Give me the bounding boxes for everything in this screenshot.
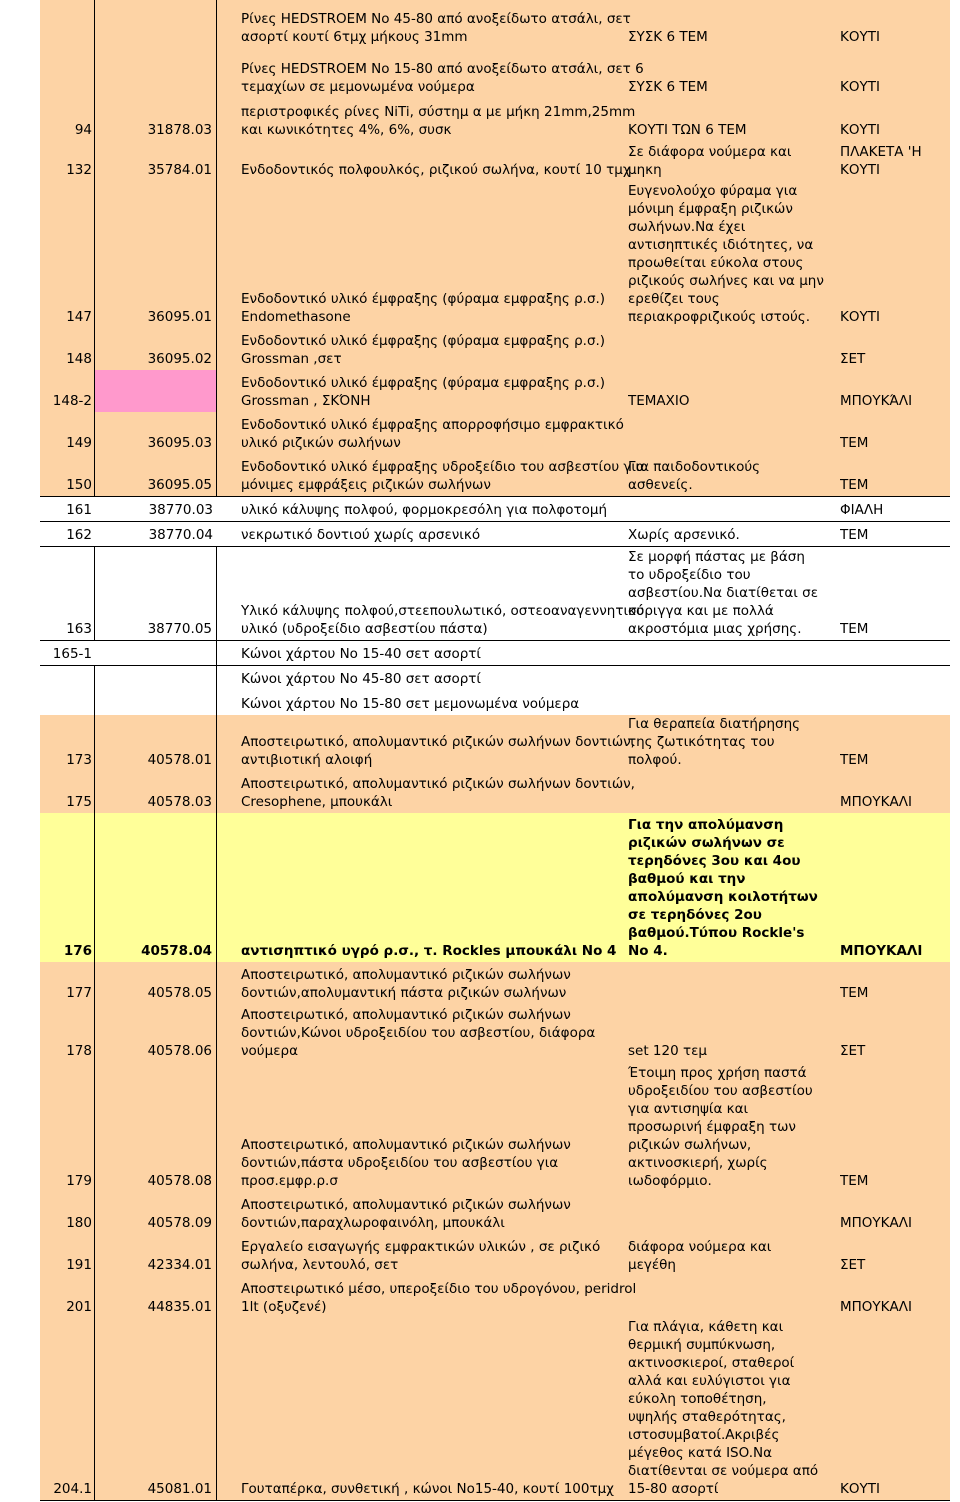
item-number: 178	[66, 1043, 92, 1059]
item-number: 180	[66, 1215, 92, 1231]
item-note-cell	[628, 496, 838, 521]
table-row	[40, 813, 950, 962]
item-number: 132	[66, 162, 92, 178]
item-description-cell	[217, 1192, 667, 1234]
item-note-cell	[628, 412, 838, 454]
item-description: Αποστειρωτικό, απολυμαντικό ριζικών σωλήνων δοντιών, Cresophene, μπουκάλι	[241, 776, 635, 810]
item-code-cell	[95, 665, 217, 690]
item-code: 38770.05	[147, 621, 212, 637]
item-unit: ΚΟΥΤΙ	[840, 29, 880, 45]
item-code-cell	[95, 328, 217, 370]
item-unit: ΤΕΜ	[840, 527, 869, 543]
item-description-cell	[217, 48, 667, 98]
item-unit-cell	[840, 1276, 950, 1318]
item-unit-cell	[840, 640, 950, 665]
item-code-cell	[95, 48, 217, 98]
item-note-cell	[628, 141, 838, 181]
item-unit-cell	[840, 1234, 950, 1276]
item-code-cell	[95, 1004, 217, 1062]
item-unit: ΦΙΑΛΗ	[840, 502, 884, 518]
item-description-cell	[217, 0, 667, 48]
item-unit: ΣΕΤ	[840, 1257, 866, 1273]
item-note-cell	[628, 48, 838, 98]
item-description: Αποστειρωτικό μέσο, υπεροξείδιο του υδρογόνου, peridrol 1lt (οξυζενέ)	[241, 1281, 637, 1315]
row-divider	[40, 521, 950, 522]
item-description: Ενδοδοντικό υλικό έμφραξης απορροφήσιμο εμφρακτικό υλικό ριζικών σωλήνων	[241, 417, 624, 451]
item-unit-cell	[840, 1192, 950, 1234]
item-unit-cell	[840, 715, 950, 771]
item-unit: ΤΕΜ	[840, 621, 869, 637]
item-note: Έτοιμη προς χρήση παστά υδροξειδίου του ασβεστίου για αντισηψία και προσωρινή έμφραξη των ριζικών σωλήνων, ακτινοσκιερή, χωρίς ιωδοφόρμιο.	[628, 1065, 813, 1189]
item-unit-cell	[840, 328, 950, 370]
item-note-cell	[628, 328, 838, 370]
table-row	[40, 1318, 950, 1500]
item-description-cell	[217, 1276, 667, 1318]
table-row	[40, 454, 950, 496]
item-number: 173	[66, 752, 92, 768]
item-number-cell	[40, 1318, 95, 1500]
row-divider	[40, 1500, 950, 1501]
item-description: Αποστειρωτικό, απολυμαντικό ριζικών σωλήνων δοντιών,Κώνοι υδροξειδίου του ασβεστίου, διάφορα νούμερα	[241, 1007, 596, 1059]
item-description-cell	[217, 546, 667, 640]
item-description: Ρίνες HEDSTROEM No 15-80 από ανοξείδωτο ατσάλι, σετ 6 τεμαχίων σε μεμονωμένα νούμερα	[241, 61, 644, 95]
item-number-cell	[40, 771, 95, 813]
item-number-cell	[40, 1276, 95, 1318]
item-note: Ευγενολούχο φύραμα για μόνιμη έμφραξη ριζικών σωλήνων.Να έχει αντισηπτικές ιδιότητες, να προωθείται εύκολα στους ριζικούς σωλήνες και να μην ερεθίζει τους περιακροφριζικούς ιστούς.	[628, 183, 824, 325]
item-number-cell	[40, 962, 95, 1004]
item-note-cell	[628, 1276, 838, 1318]
item-description-cell	[217, 771, 667, 813]
item-code: 40578.01	[147, 752, 212, 768]
item-code-cell	[95, 1318, 217, 1500]
item-number-cell	[40, 98, 95, 141]
item-code: 40578.09	[147, 1215, 212, 1231]
item-description: Ρίνες HEDSTROEM No 45-80 από ανοξείδωτο ατσάλι, σετ ασορτί κουτί 6τμχ μήκους 31mm	[241, 11, 631, 45]
item-code-cell	[95, 1062, 217, 1192]
item-description: Υλικό κάλυψης πολφού,στεεπουλωτικό, οστεοαναγεννητικό υλικό (υδροξείδιο ασβεστίου πάστα)	[241, 603, 645, 637]
table-row	[40, 1004, 950, 1062]
table-row	[40, 141, 950, 181]
item-code: 40578.03	[147, 794, 212, 810]
row-divider	[40, 546, 950, 547]
item-number-cell	[40, 412, 95, 454]
item-note-cell	[628, 546, 838, 640]
item-code: 40578.06	[147, 1043, 212, 1059]
item-note: Για θεραπεία διατήρησης της ζωτικότητας του πολφού.	[628, 716, 801, 768]
item-unit-cell	[840, 496, 950, 521]
item-code-cell	[95, 715, 217, 771]
item-description: Κώνοι χάρτου Νο 45-80 σετ ασορτί	[241, 671, 481, 687]
item-note: Χωρίς αρσενικό.	[628, 527, 740, 543]
item-description: υλικό κάλυψης πολφού, φορμοκρεσόλη για πολφοτομή	[241, 502, 608, 518]
item-code: 36095.03	[147, 435, 212, 451]
item-description-cell	[217, 1062, 667, 1192]
item-number-cell	[40, 370, 95, 412]
item-unit-cell	[840, 1062, 950, 1192]
item-unit: ΣΕΤ	[840, 351, 866, 367]
item-number: 162	[66, 527, 92, 543]
item-note-cell	[628, 1318, 838, 1500]
item-number-cell	[40, 328, 95, 370]
table-row	[40, 546, 950, 640]
item-unit-cell	[840, 48, 950, 98]
item-code-cell	[95, 412, 217, 454]
item-description-cell	[217, 640, 667, 665]
item-number-cell	[40, 715, 95, 771]
item-description: Αποστειρωτικό, απολυμαντικό ριζικών σωλήνων δοντιών,παραχλωροφαινόλη, μπουκάλι	[241, 1197, 571, 1231]
item-note-cell	[628, 0, 838, 48]
item-unit: ΣΕΤ	[840, 1043, 866, 1059]
item-code: 38770.03	[148, 502, 213, 518]
table-row	[40, 412, 950, 454]
item-unit-cell	[840, 98, 950, 141]
item-number-cell	[40, 48, 95, 98]
item-note: Σε μορφή πάστας με βάση το υδροξείδιο του ασβεστίου.Να διατίθεται σε σύριγγα και με πολλά ακροστόμια μιας χρήσης.	[628, 549, 818, 637]
item-note-cell	[628, 665, 838, 690]
item-unit-cell	[840, 412, 950, 454]
item-number-cell	[40, 181, 95, 328]
item-unit-cell	[840, 690, 950, 715]
item-number: 204.1	[53, 1481, 92, 1497]
item-code: 40578.04	[141, 943, 212, 959]
item-unit: ΤΕΜ	[840, 985, 869, 1001]
item-unit-cell	[840, 1318, 950, 1500]
item-code: 35784.01	[147, 162, 212, 178]
item-number-cell	[40, 640, 95, 665]
item-number-cell	[40, 813, 95, 962]
item-unit-cell	[840, 546, 950, 640]
item-unit-cell	[840, 141, 950, 181]
item-number: 149	[66, 435, 92, 451]
item-number-cell	[40, 1004, 95, 1062]
item-code: 36095.02	[147, 351, 212, 367]
item-note-cell	[628, 181, 838, 328]
item-code: 36095.05	[147, 477, 212, 493]
item-code: 36095.01	[147, 309, 212, 325]
item-number: 176	[63, 943, 92, 959]
item-unit-cell	[840, 0, 950, 48]
item-code-cell	[95, 370, 217, 412]
item-note-cell	[628, 813, 838, 962]
item-description-cell	[217, 962, 667, 1004]
item-unit: ΚΟΥΤΙ	[840, 79, 880, 95]
item-description: αντισηπτικό υγρό ρ.σ., τ. Rockles μπουκάλι Νο 4	[241, 943, 617, 959]
table-row	[40, 0, 950, 48]
item-unit: ΚΟΥΤΙ	[840, 1481, 880, 1497]
item-number: 161	[66, 502, 92, 518]
item-description: Ενδοδοντικό υλικό έμφραξης υδροξείδιο του ασβεστίου για μόνιμες εμφράξεις ριζικών σωλήνων	[241, 459, 645, 493]
item-unit-cell	[840, 665, 950, 690]
item-note: ΣΥΣΚ 6 ΤΕΜ	[628, 79, 708, 95]
item-description: νεκρωτικό δοντιού χωρίς αρσενικό	[241, 527, 481, 543]
item-code-cell	[95, 690, 217, 715]
item-code-cell	[95, 771, 217, 813]
table-row	[40, 1192, 950, 1234]
item-unit: ΤΕΜ	[840, 752, 869, 768]
item-description: Γουταπέρκα, συνθετική , κώνοι Νο15-40, κουτί 100τμχ	[241, 1481, 614, 1497]
item-note-cell	[628, 370, 838, 412]
item-description-cell	[217, 98, 667, 141]
item-note-cell	[628, 1234, 838, 1276]
item-unit-cell	[840, 370, 950, 412]
item-description-cell	[217, 141, 667, 181]
table-row	[40, 1234, 950, 1276]
item-description-cell	[217, 1234, 667, 1276]
item-description: περιστροφικές ρίνες NiTi, σύστημ α με μήκη 21mm,25mm και κωνικότητες 4%, 6%, συσκ	[241, 104, 636, 138]
table-row	[40, 1276, 950, 1318]
table-row	[40, 496, 950, 521]
item-code: 40578.05	[147, 985, 212, 1001]
item-unit: ΠΛΑΚΕΤΑ 'Η ΚΟΥΤΙ	[840, 144, 922, 178]
item-description-cell	[217, 181, 667, 328]
item-code-cell	[95, 98, 217, 141]
item-description: Ενδοδοντικός πολφουλκός, ριζικού σωλήνα, κουτί 10 τμχ	[241, 162, 631, 178]
item-description-cell	[217, 496, 667, 521]
item-unit: ΜΠΟΥΚΆΛΙ	[840, 393, 913, 409]
item-unit: ΤΕΜ	[840, 435, 869, 451]
item-note-cell	[628, 1062, 838, 1192]
table-row	[40, 98, 950, 141]
item-unit-cell	[840, 771, 950, 813]
item-unit-cell	[840, 813, 950, 962]
item-number-cell	[40, 1062, 95, 1192]
item-note: ΤΕΜΑΧΙΟ	[628, 393, 690, 409]
item-code: 31878.03	[147, 122, 212, 138]
item-number-cell	[40, 0, 95, 48]
table-row	[40, 181, 950, 328]
table-row	[40, 48, 950, 98]
item-description-cell	[217, 1004, 667, 1062]
item-code-cell	[95, 0, 217, 48]
row-divider	[40, 665, 950, 666]
table-row	[40, 962, 950, 1004]
item-code-cell	[95, 496, 217, 521]
item-code-cell	[95, 640, 217, 665]
item-number: 165-1	[52, 646, 92, 662]
item-unit: ΤΕΜ	[840, 477, 869, 493]
item-note: ΚΟΥΤΙ ΤΩΝ 6 ΤΕΜ	[628, 122, 747, 138]
item-code: 40578.08	[147, 1173, 212, 1189]
table-row	[40, 1062, 950, 1192]
item-note-cell	[628, 640, 838, 665]
item-unit-cell	[840, 521, 950, 546]
item-description: Αποστειρωτικό, απολυμαντικό ριζικών σωλήνων δοντιών,πάστα υδροξειδίου του ασβεστίου για προσ.εμφρ.ρ.σ	[241, 1137, 571, 1189]
table-row	[40, 715, 950, 771]
item-code-cell	[95, 813, 217, 962]
item-code: 45081.01	[147, 1481, 212, 1497]
item-note: διάφορα νούμερα και μεγέθη	[628, 1239, 772, 1273]
item-description-cell	[217, 665, 667, 690]
item-number: 148-2	[52, 393, 92, 409]
item-number: 179	[66, 1173, 92, 1189]
item-description-cell	[217, 521, 667, 546]
item-number-cell	[40, 546, 95, 640]
table-row	[40, 328, 950, 370]
item-description-cell	[217, 454, 667, 496]
item-note: ΣΥΣΚ 6 ΤΕΜ	[628, 29, 708, 45]
item-number-cell	[40, 496, 95, 521]
item-unit-cell	[840, 962, 950, 1004]
item-note-cell	[628, 98, 838, 141]
item-code-cell	[95, 521, 217, 546]
item-unit: ΜΠΟΥΚΑΛΙ	[840, 1215, 912, 1231]
item-number-cell	[40, 1234, 95, 1276]
item-number: 191	[66, 1257, 92, 1273]
item-note-cell	[628, 771, 838, 813]
item-description-cell	[217, 328, 667, 370]
table-row	[40, 521, 950, 546]
item-code: 44835.01	[147, 1299, 212, 1315]
item-number-cell	[40, 141, 95, 181]
item-description: Ενδοδοντικό υλικό έμφραξης (φύραμα εμφραξης ρ.σ.) Grossman ,σετ	[241, 333, 606, 367]
table-row	[40, 771, 950, 813]
item-note: Για την απολύμανση ριζικών σωλήνων σε τερηδόνες 3ου και 4ου βαθμού και την απολύμανση κοιλοτήτων σε τερηδόνες 2ου βαθμού.Τύπου Rockle's No 4.	[628, 817, 818, 959]
item-note-cell	[628, 690, 838, 715]
item-description: Αποστειρωτικό, απολυμαντικό ριζικών σωλήνων δοντιών,απολυμαντική πάστα ριζικών σωλήνων	[241, 967, 571, 1001]
item-unit: ΚΟΥΤΙ	[840, 122, 880, 138]
table-row	[40, 665, 950, 690]
item-description: Εργαλείο εισαγωγής εμφρακτικών υλικών , σε ριζικό σωλήνα, λεντουλό, σετ	[241, 1239, 601, 1273]
item-number-cell	[40, 1192, 95, 1234]
item-note-cell	[628, 715, 838, 771]
item-unit: ΜΠΟΥΚΑΛΙ	[840, 943, 923, 959]
item-note: set 120 τεμ	[628, 1043, 707, 1059]
item-unit: ΜΠΟΥΚΑΛΙ	[840, 1299, 912, 1315]
item-number: 177	[66, 985, 92, 1001]
item-code-cell	[95, 1276, 217, 1318]
item-note: Για πλάγια, κάθετη και θερμική συμπύκνωση, ακτινοσκιεροί, σταθεροί αλλά και ευλύγιστοι για εύκολη τοποθέτηση, υψηλής σταθερότητας, ιστοσυμβατοί.Ακριβές μέγεθος κατά ISO.Να διατίθενται σε νούμερα από 15-80 ασορτί	[628, 1319, 819, 1497]
item-number: 201	[66, 1299, 92, 1315]
item-description-cell	[217, 370, 667, 412]
item-code-cell	[95, 181, 217, 328]
item-description-cell	[217, 1318, 667, 1500]
item-number: 94	[74, 122, 92, 138]
item-code-cell	[95, 1192, 217, 1234]
item-code-cell	[95, 1234, 217, 1276]
item-unit-cell	[840, 181, 950, 328]
row-divider	[40, 640, 950, 641]
item-number: 150	[66, 477, 92, 493]
item-number: 148	[66, 351, 92, 367]
item-code-cell	[95, 546, 217, 640]
item-code: 42334.01	[147, 1257, 212, 1273]
item-note-cell	[628, 1192, 838, 1234]
item-description-cell	[217, 715, 667, 771]
item-number-cell	[40, 665, 95, 690]
item-note-cell	[628, 521, 838, 546]
item-note-cell	[628, 962, 838, 1004]
item-code-cell	[95, 141, 217, 181]
item-description-cell	[217, 690, 667, 715]
table-row	[40, 690, 950, 715]
item-unit: ΚΟΥΤΙ	[840, 309, 880, 325]
item-number-cell	[40, 521, 95, 546]
table-row	[40, 640, 950, 665]
item-description: Κώνοι χάρτου Νο 15-80 σετ μεμονωμένα νούμερα	[241, 696, 580, 712]
item-unit-cell	[840, 454, 950, 496]
item-number: 147	[66, 309, 92, 325]
item-unit-cell	[840, 1004, 950, 1062]
item-note-cell	[628, 1004, 838, 1062]
item-description: Αποστειρωτικό, απολυμαντικό ριζικών σωλήνων δοντιών, αντιβιοτική αλοιφή	[241, 734, 635, 768]
item-unit: ΤΕΜ	[840, 1173, 869, 1189]
item-number: 163	[66, 621, 92, 637]
item-code-cell	[95, 962, 217, 1004]
item-note-cell	[628, 454, 838, 496]
item-number: 175	[66, 794, 92, 810]
item-code-cell	[95, 454, 217, 496]
row-divider	[40, 496, 950, 497]
item-note: Σε διάφορα νούμερα και μηκη	[628, 144, 792, 178]
item-description: Ενδοδοντικό υλικό έμφραξης (φύραμα εμφραξης ρ.σ.) Grossman , ΣΚΌΝΗ	[241, 375, 606, 409]
item-description: Κώνοι χάρτου Νο 15-40 σετ ασορτί	[241, 646, 481, 662]
item-description-cell	[217, 412, 667, 454]
item-unit: ΜΠΟΥΚΑΛΙ	[840, 794, 912, 810]
item-number-cell	[40, 454, 95, 496]
item-number-cell	[40, 690, 95, 715]
table-row	[40, 370, 950, 412]
item-code: 38770.04	[148, 527, 213, 543]
item-description-cell	[217, 813, 667, 962]
item-description: Ενδοδοντικό υλικό έμφραξης (φύραμα εμφραξης ρ.σ.) Endomethasone	[241, 291, 606, 325]
item-note: Για παιδοδοντικούς ασθενείς.	[628, 459, 761, 493]
